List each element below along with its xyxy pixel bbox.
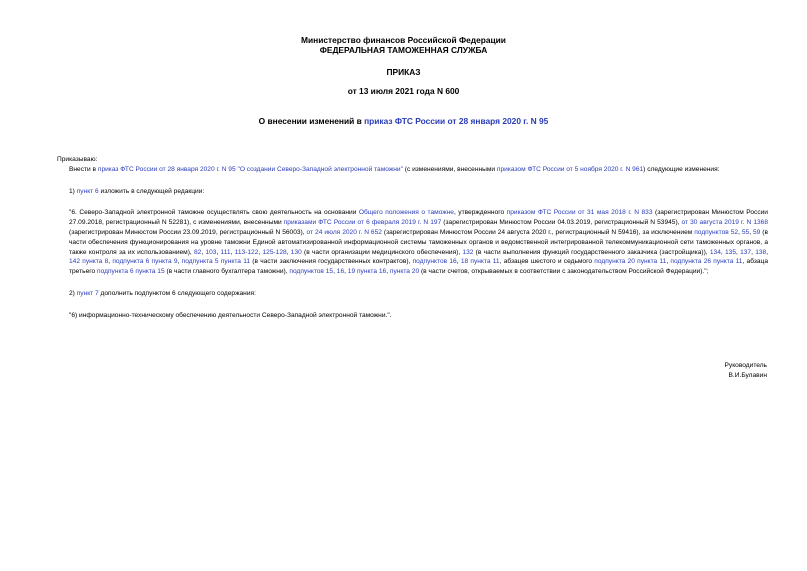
quote-text: ,	[738, 228, 742, 236]
quote-text: "6. Северо-Западной электронной таможне осуществлять свою деятельность на основании	[69, 209, 359, 217]
quote-text: ,	[108, 258, 113, 266]
quote-text: ,	[751, 248, 756, 256]
quote-link[interactable]: подпунктов 15	[289, 268, 334, 276]
quote-link[interactable]: подпункта 6 пункта 9	[112, 258, 178, 266]
quote-text: ,	[456, 258, 461, 266]
quote-link[interactable]: 130	[290, 248, 302, 256]
link-punkt-7[interactable]: пункт 7	[76, 289, 99, 297]
quote-link[interactable]: 134	[709, 248, 721, 256]
quote-text: (зарегистрирован Минюстом России 04.03.2019, регистрационный N 53945),	[441, 219, 682, 227]
service-title: ФЕДЕРАЛЬНАЯ ТАМОЖЕННАЯ СЛУЖБА	[319, 45, 488, 55]
document-type: ПРИКАЗ	[386, 67, 421, 77]
quote-text: ,	[344, 268, 348, 276]
quote-link[interactable]: от 24 июля 2020 г. N 652	[306, 228, 382, 236]
quote-link[interactable]: подпункта 5 пункта 11	[181, 258, 251, 266]
order-word: Приказываю:	[57, 156, 98, 163]
item-2	[57, 289, 768, 299]
quote-text: (в части главного бухгалтера таможни),	[164, 268, 290, 276]
quote-text: (зарегистрирован Минюстом России 23.09.2019, регистрационный N 56003),	[69, 228, 307, 236]
quote-link[interactable]: подпункта 26 пункта 11	[670, 258, 743, 266]
quote-text: ,	[201, 248, 206, 256]
quote-link[interactable]: 113-122	[234, 248, 259, 256]
quote-link[interactable]: 59	[753, 228, 761, 236]
quote-link[interactable]: 19 пункта 16	[347, 268, 387, 276]
quote-text: ,	[230, 248, 235, 256]
item-text: 1)	[69, 187, 77, 195]
quote-text: ,	[333, 268, 337, 276]
intro-link-order-961[interactable]: приказом ФТС России от 5 ноября 2020 г. N 961	[496, 165, 644, 173]
quote-link[interactable]: 103	[205, 248, 217, 256]
quote-text: (в части заключения государственных контрактов),	[250, 258, 413, 266]
intro-text: ) следующие изменения:	[643, 165, 720, 173]
quote-text: ,	[666, 258, 671, 266]
quote-text: (в части счетов, открываемых в соответствии с законодательством Российской Федерации).";	[419, 268, 709, 276]
intro-text: (с изменениями, внесенными	[402, 165, 497, 173]
quote-text: (в части обеспечения функционирования на уровне таможни Единой автоматизированной информационной системы таможенных органов и ведомственной интегрированной телекоммуникационной сети таможенных органов, а также контроля за их использованием),	[69, 228, 768, 256]
quote-link[interactable]: Общего положения о таможне	[358, 209, 454, 217]
quoted-subitem-6: "6) информационно-техническому обеспечению деятельности Северо-Западной электронной таможни.".	[69, 311, 392, 319]
intro-link-order-95[interactable]: приказ ФТС России от 28 января 2020 г. N 95 "О создании Северо-Западной электронной таможни"	[97, 165, 403, 173]
quote-text: (в части выполнения функций государственного заказчика (застройщика)),	[473, 248, 710, 256]
quote-text: ,	[286, 248, 291, 256]
quote-text: ,	[177, 258, 182, 266]
signatory-name: В.И.Булавин	[728, 372, 767, 379]
quote-text: , утвержденного	[453, 209, 507, 217]
quote-text: ,	[386, 268, 390, 276]
quote-link[interactable]: 82	[194, 248, 202, 256]
quote-link[interactable]: 16	[336, 268, 345, 276]
item-text: изложить в следующей редакции:	[98, 187, 205, 195]
quote-text: ,	[749, 228, 753, 236]
subject-prefix: О внесении изменений в	[258, 116, 365, 126]
item-text: дополнить подпунктом 6 следующего содержания:	[98, 289, 256, 297]
quote-text: (в части организации медицинского обеспечения),	[301, 248, 463, 256]
quote-link[interactable]: подпунктов 52	[694, 228, 739, 236]
quote-text: ,	[258, 248, 263, 256]
quote-link[interactable]: подпунктов 16	[412, 258, 457, 266]
quote-link[interactable]: 138	[755, 248, 767, 256]
item-1	[57, 187, 768, 197]
item-text: 2)	[69, 289, 77, 297]
document-date-number: от 13 июля 2021 года N 600	[347, 86, 460, 96]
quote-link[interactable]: 18 пункта 11	[460, 258, 500, 266]
quote-text: ,	[766, 248, 769, 256]
quote-link[interactable]: 135	[724, 248, 736, 256]
quote-text: , абзаца третьего	[69, 258, 768, 276]
ministry-title: Министерство финансов Российской Федерации	[301, 35, 506, 45]
quote-link[interactable]: приказами ФТС России от 6 февраля 2019 г. N 197	[283, 219, 442, 227]
quote-text: ,	[216, 248, 221, 256]
quote-link[interactable]: подпункта 20 пункта 11	[594, 258, 667, 266]
quote-link[interactable]: приказом ФТС России от 31 мая 2018 г. N 833	[506, 209, 653, 217]
signature-block	[725, 361, 767, 381]
subject-link[interactable]: приказ ФТС России от 28 января 2020 г. N 95	[364, 116, 549, 126]
quote-text: (зарегистрирован Минюстом России 27.09.2018, регистрационный N 52281), с изменениями, внесенными	[69, 209, 768, 227]
intro-paragraph	[57, 165, 768, 175]
quote-link[interactable]: 132	[462, 248, 474, 256]
quote-link[interactable]: от 30 августа 2019 г. N 1368	[681, 219, 768, 227]
quote-link[interactable]: 111	[220, 248, 231, 256]
quote-link[interactable]: 125-128	[262, 248, 287, 256]
quoted-paragraph-6	[57, 208, 768, 277]
quote-text: , абзацев шестого и седьмого	[499, 258, 595, 266]
link-punkt-6[interactable]: пункт 6	[76, 187, 99, 195]
quote-text: ,	[720, 248, 725, 256]
quote-link[interactable]: 137	[740, 248, 752, 256]
quote-text: ,	[736, 248, 741, 256]
quote-link[interactable]: подпункта 6 пункта 15	[97, 268, 165, 276]
quote-link[interactable]: 142 пункта 8	[69, 258, 109, 266]
document-subject	[0, 116, 807, 126]
quote-text: (зарегистрирован Минюстом России 24 августа 2020 г., регистрационный N 59416), за исключением	[381, 228, 695, 236]
signatory-role: Руководитель	[724, 362, 767, 369]
quote-link[interactable]: 55	[741, 228, 750, 236]
intro-text: Внести в	[69, 165, 98, 173]
quote-link[interactable]: пункта 20	[389, 268, 420, 276]
document-body	[57, 155, 768, 321]
